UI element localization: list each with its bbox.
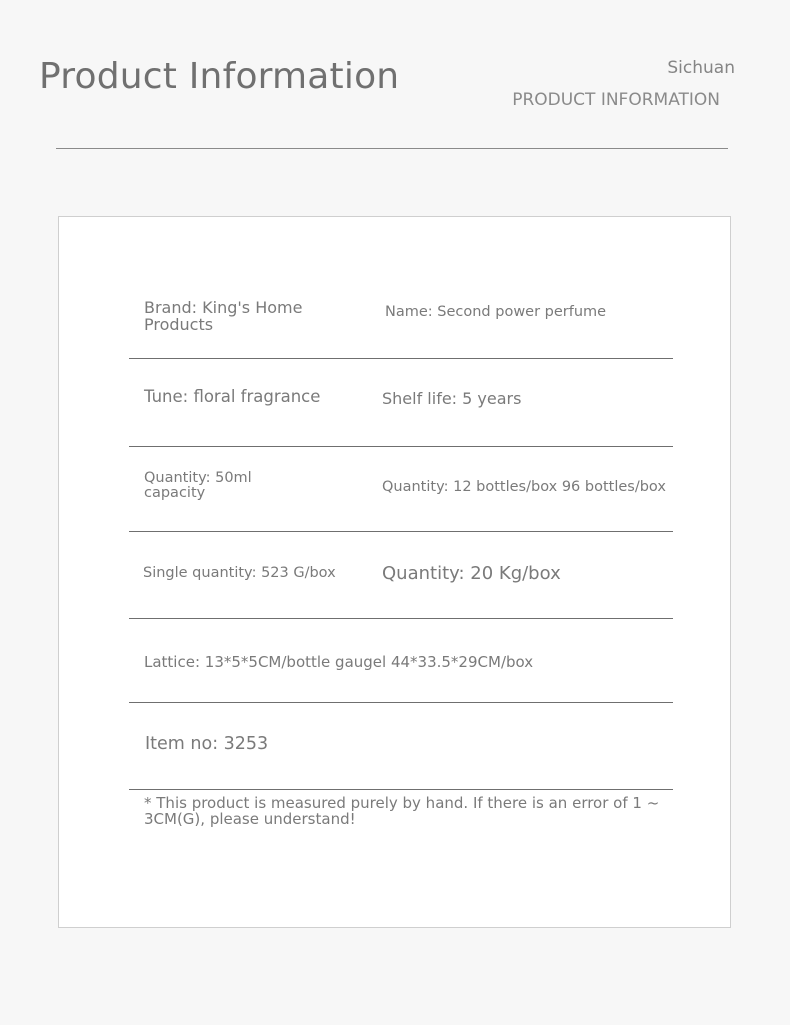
info-row-quantity <box>129 447 673 532</box>
measurement-note: * This product is measured purely by hand. If there is an error of 1 ~ 3CM(G), please understand! <box>144 794 660 828</box>
product-info-card <box>58 216 731 928</box>
info-row-item-no <box>129 703 673 790</box>
lattice-text: Lattice: 13*5*5CM/bottle gaugel 44*33.5*29CM/box <box>144 653 534 671</box>
region-label: Sichuan <box>667 58 735 78</box>
bottles-per-box-text: Quantity: 12 bottles/box 96 bottles/box <box>382 479 666 495</box>
box-weight-text: Quantity: 20 Kg/box <box>382 563 561 584</box>
single-quantity-text: Single quantity: 523 G/box <box>143 565 336 581</box>
tune-text: Tune: floral fragrance <box>144 387 321 406</box>
brand-text: Brand: King's Home Products <box>144 298 303 334</box>
page-subtitle: PRODUCT INFORMATION <box>512 90 720 110</box>
shelf-life-text: Shelf life: 5 years <box>382 389 522 408</box>
info-row-tune <box>129 359 673 447</box>
header-divider <box>56 148 728 149</box>
info-row-brand <box>129 217 673 359</box>
item-no-text: Item no: 3253 <box>145 734 269 754</box>
name-text: Name: Second power perfume <box>385 304 607 320</box>
capacity-text: Quantity: 50ml capacity <box>144 470 252 501</box>
info-row-weight <box>129 532 673 619</box>
info-row-lattice <box>129 619 673 703</box>
page-title: Product Information <box>39 56 400 97</box>
